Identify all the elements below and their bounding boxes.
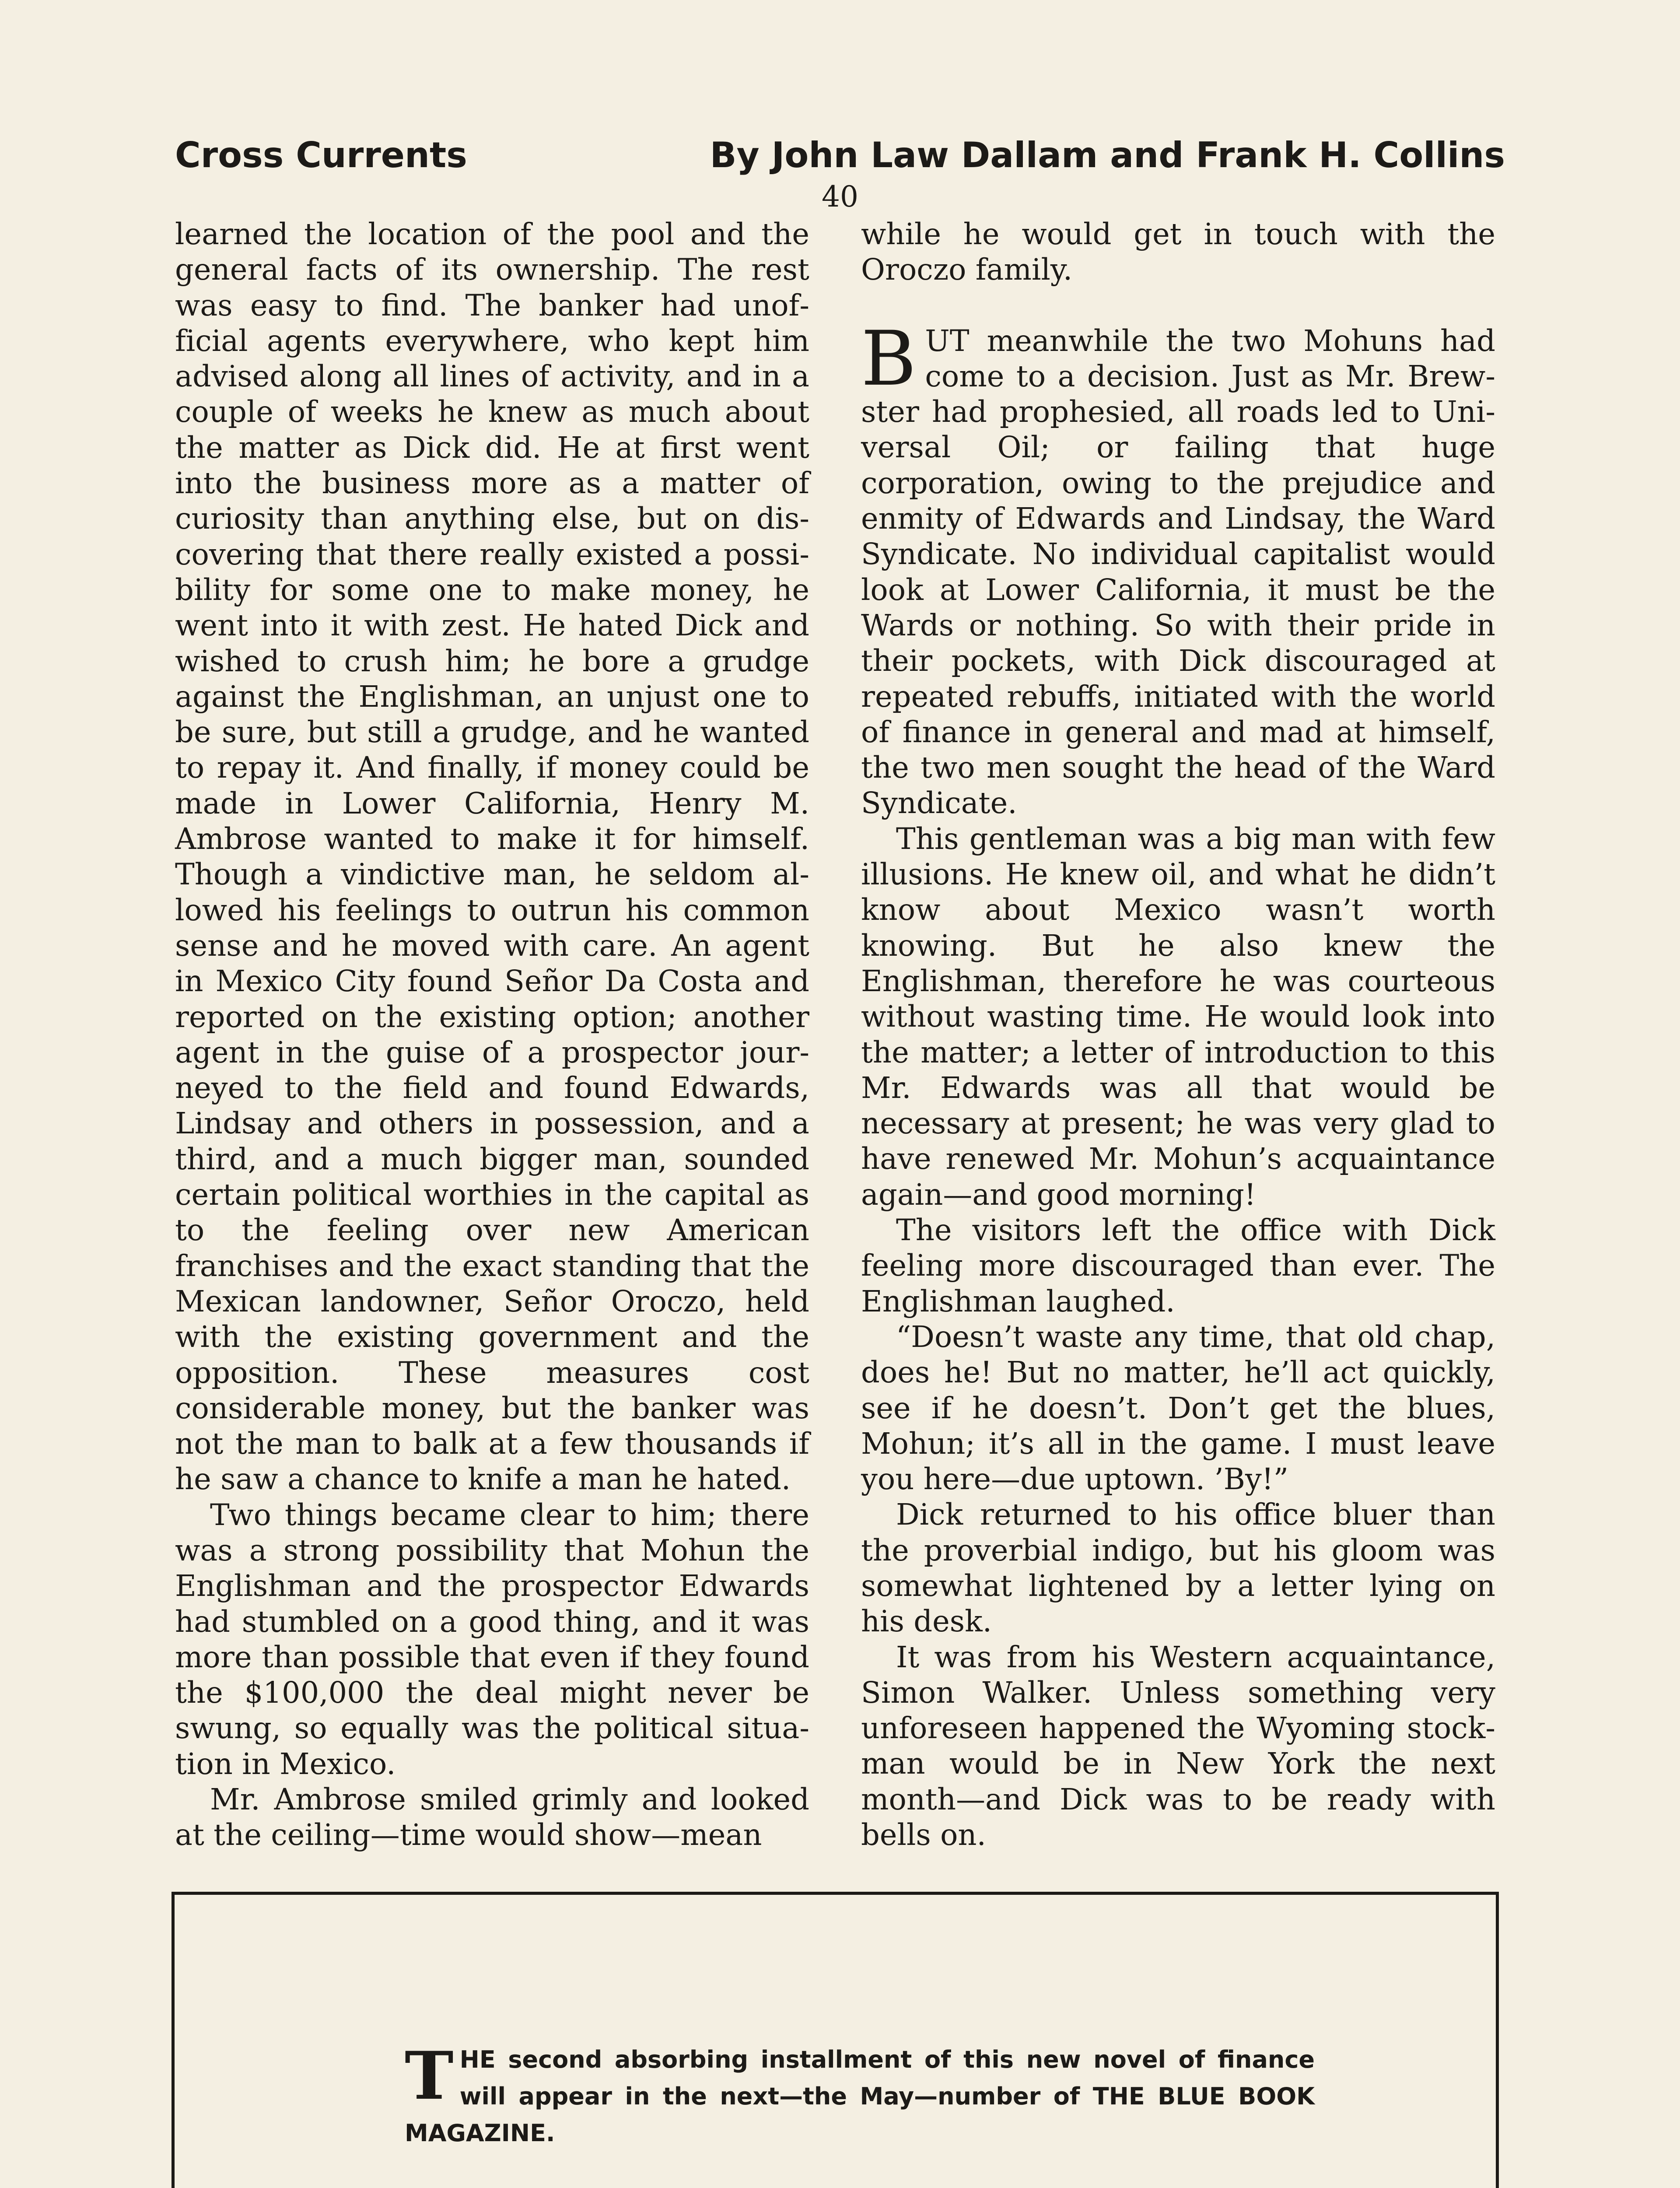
paragraph: The visitors left the office with Dick feeling more discouraged than ever. The Englishman laughed.: [861, 1213, 1495, 1318]
right-column: [861, 217, 1495, 1853]
paragraph: learned the location of the pool and the general facts of its ownership. The rest was easy to find. The banker had unofficial agents everywhere, who kept him advised along all lines of activity, and in a couple of weeks he knew as much about the matter as Dick did. He at first went into the business more as a matter of curiosity than anything else, but on discovering that there really existed a possibility for some one to make money, he went into it with zest. He hated Dick and wished to crush him; he bore a grudge against the Englishman, an unjust one to be sure, but still a grudge, and he wanted to repay it. And finally, if money could be made in Lower California, Henry M. Ambrose wanted to make it for himself. Though a vindictive man, he seldom allowed his feelings to outrun his common sense and he moved with care. An agent in Mexico City found Señor Da Costa and reported on the existing option; another agent in the guise of a prospector journeyed to the field and found Edwards, Lindsay and others in possession, and a third, and a much bigger man, sounded certain political worthies in the capital as to the feeling over new American franchises and the exact standing that the Mexican landowner, Señor Oroczo, held with the existing government and the opposition. These measures cost considerable money, but the banker was not the man to balk at a few thousands if he saw a chance to knife a man he hated.: [175, 217, 809, 1497]
author-byline: By John Law Dallam and Frank H. Collins: [710, 135, 1505, 175]
section-opening-paragraph: [861, 314, 1495, 821]
page-number: 40: [822, 180, 858, 214]
story-title: Cross Currents: [175, 135, 467, 175]
paragraph: Two things became clear to him; there was a strong possibility that Mohun the Englishman and the prospector Edwards had stumbled on a good thing, and it was more than possible that even if they found the $100,000 the deal might never be swung, so equally was the political situation in Mexico.: [175, 1497, 809, 1781]
paragraph: “Doesn’t waste any time, that old chap, does he! But no matter, he’ll act quickly, see if he doesn’t. Don’t get the blues, Mohun; it’s all in the game. I must leave you here—due uptown. ’By!”: [861, 1319, 1495, 1497]
paragraph: Dick returned to his office bluer than the proverbial indigo, but his gloom was somewhat lightened by a letter lying on his desk.: [861, 1497, 1495, 1639]
section-opening-text: UT meanwhile the two Mohuns had come to a decision. Just as Mr. Brewster had prophesied, all roads led to Universal Oil; or failing that huge corporation, owing to the prejudice and enmity of Edwards and Lindsay, the Ward Syndicate. No individual capitalist would look at Lower California, it must be the Wards or nothing. So with their pride in their pockets, with Dick discouraged at repeated rebuffs, initiated with the world of finance in general and mad at himself, the two men sought the head of the Ward Syndicate.: [861, 323, 1495, 820]
notice-drop-cap: T: [405, 2037, 454, 2114]
paragraph: It was from his Western acquaintance, Simon Walker. Unless something very unforeseen happened the Wyoming stockman would be in New York the next month—and Dick was to be ready with bells on.: [861, 1640, 1495, 1852]
next-installment-notice: [405, 2037, 1315, 2152]
drop-cap: B: [861, 314, 917, 403]
paragraph-continuation: while he would get in touch with the Oroczo family.: [861, 217, 1495, 287]
left-column: [175, 217, 809, 1853]
paragraph: Mr. Ambrose smiled grimly and looked at the ceiling—time would show—mean: [175, 1782, 809, 1852]
notice-text: HE second absorbing installment of this new novel of finance will appear in the next—the May—number of THE BLUE BOOK MAGAZINE.: [405, 2046, 1315, 2147]
running-header: [175, 131, 1505, 179]
paragraph: This gentleman was a big man with few illusions. He knew oil, and what he didn’t know about Mexico wasn’t worth knowing. But he also knew the Englishman, therefore he was courteous without wasting time. He would look into the matter; a letter of introduction to this Mr. Edwards was all that would be necessary at present; he was very glad to have renewed Mr. Mohun’s acquaintance again—and good morning!: [861, 821, 1495, 1212]
